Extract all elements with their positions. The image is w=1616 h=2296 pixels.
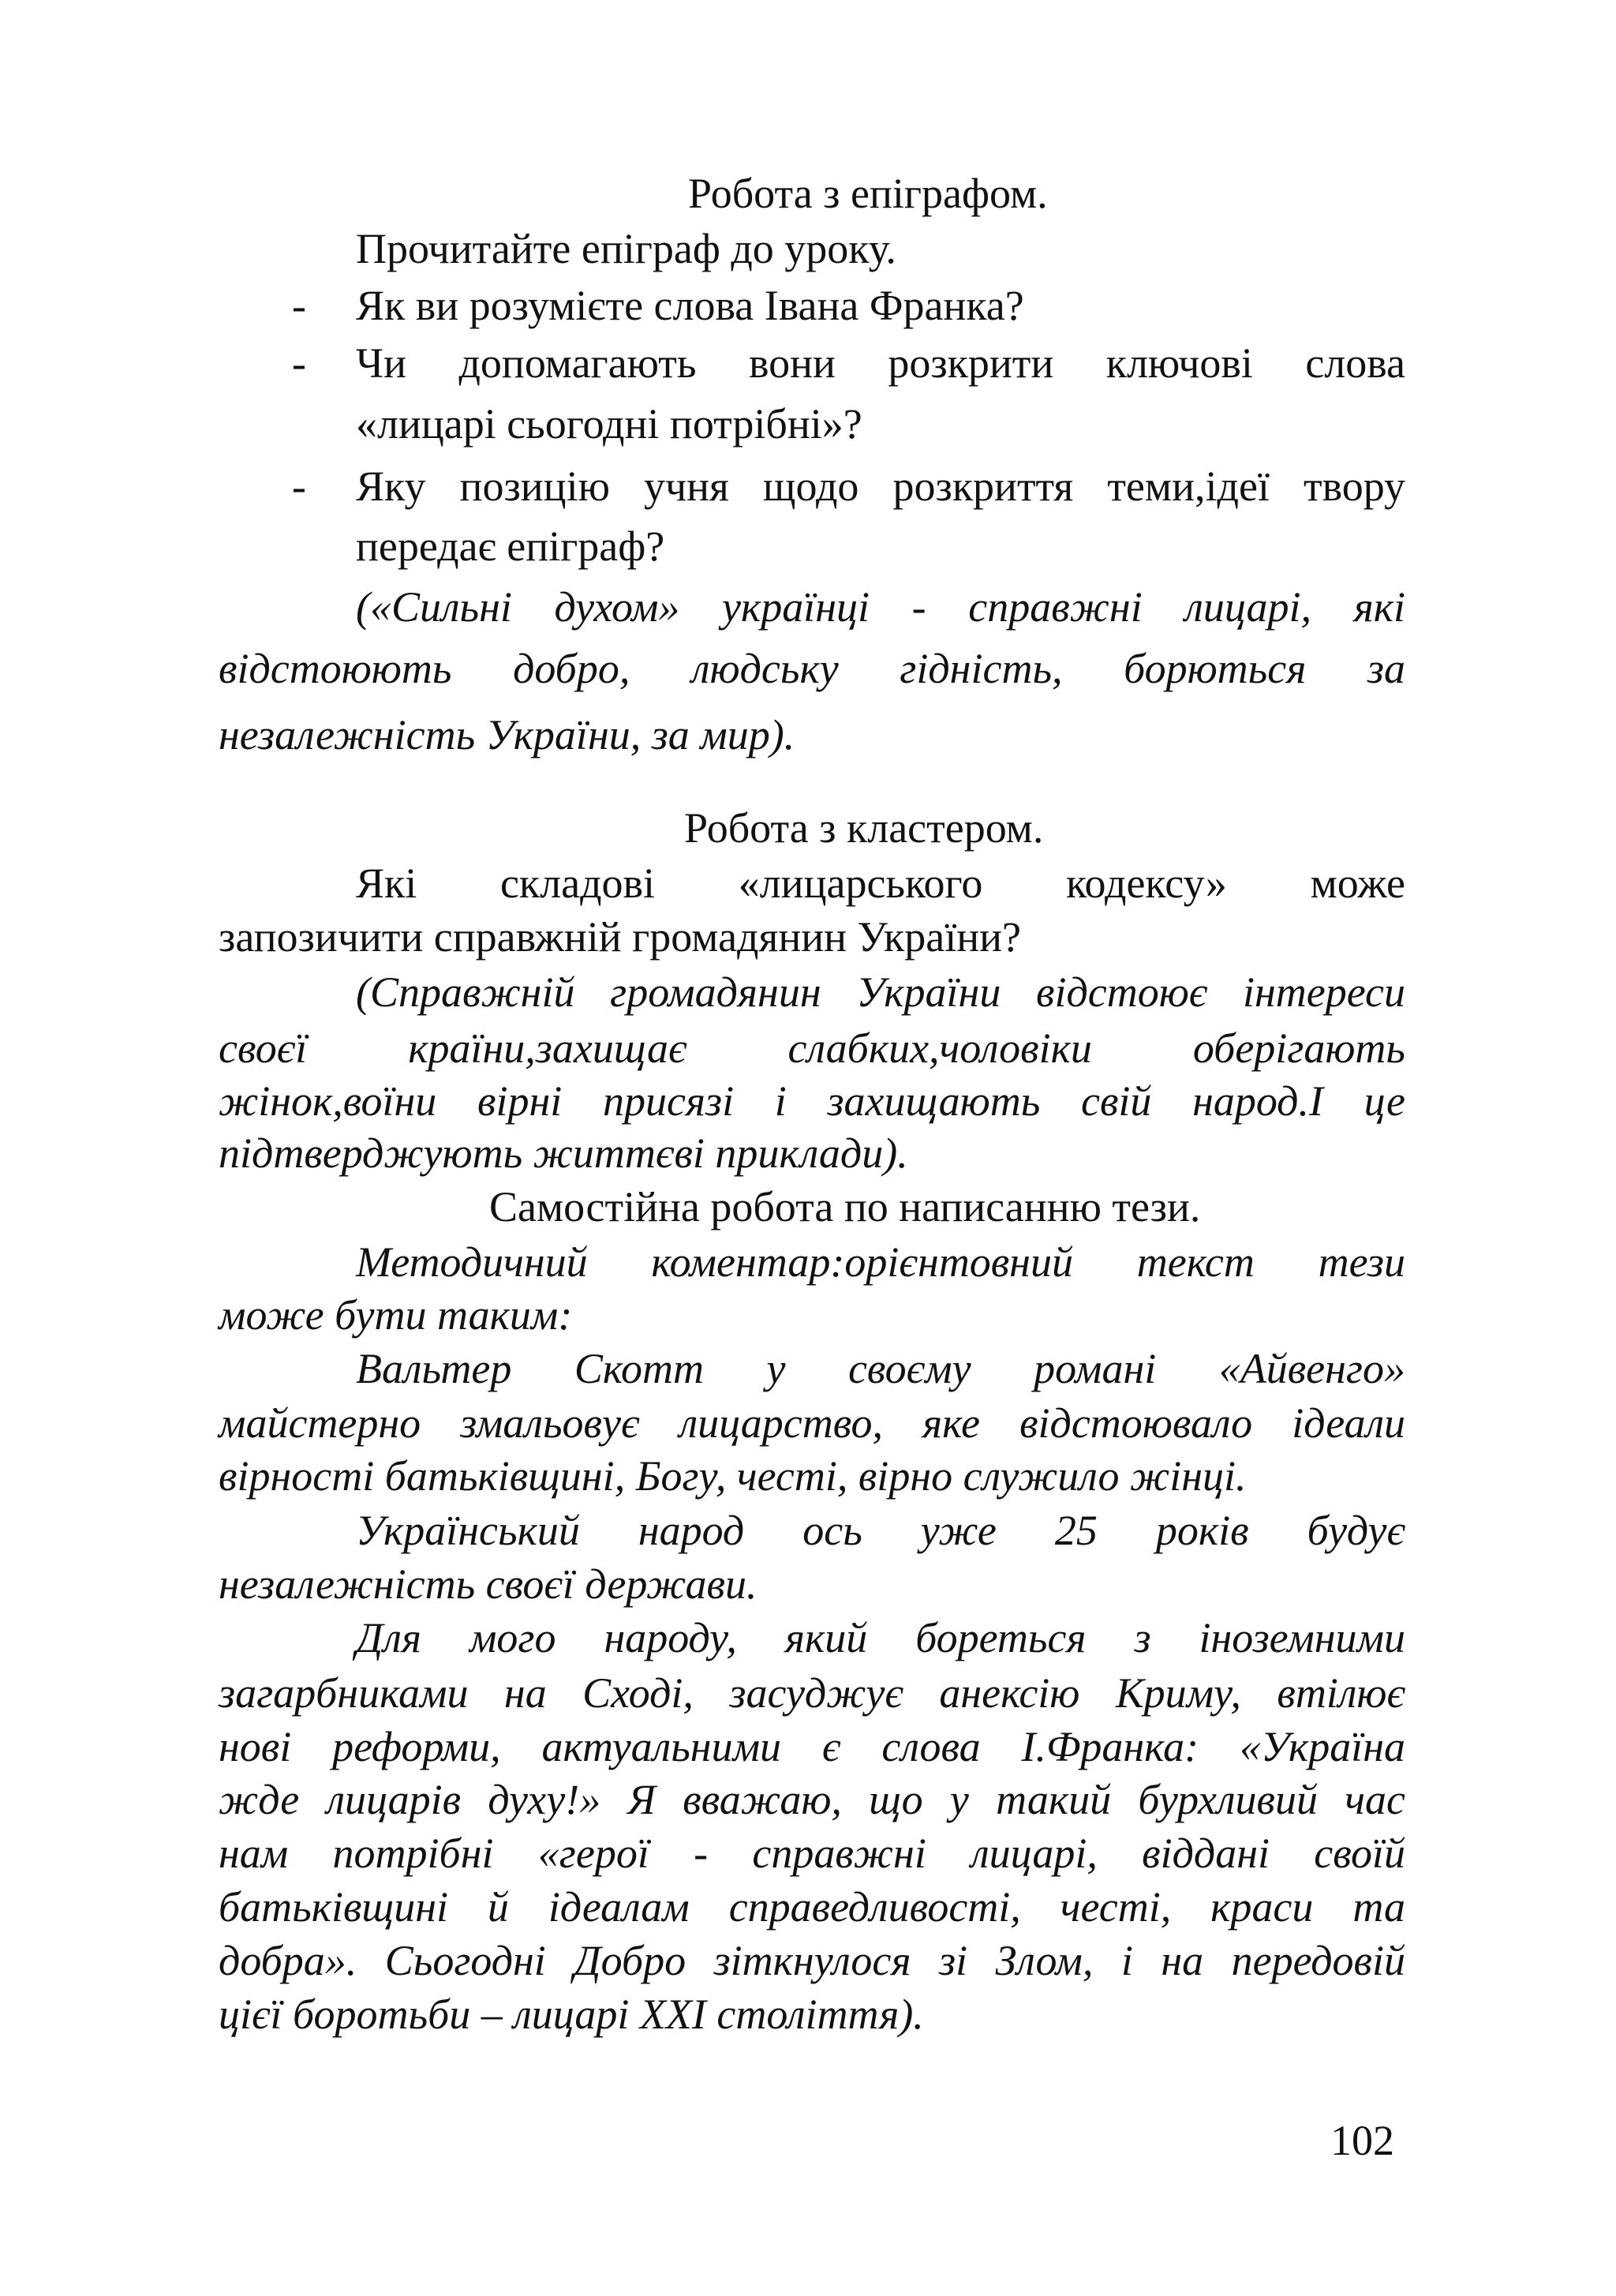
cluster-answer-line: жінок,воїни вірні присязі і захищають свій народ.І це	[219, 1077, 1405, 1125]
thesis-paragraph-line: майстерно змальовує лицарство, яке відстоювало ідеали	[219, 1399, 1405, 1447]
thesis-paragraph-line: Український народ ось уже 25 років будує	[356, 1507, 1405, 1554]
page-number: 102	[1330, 2117, 1394, 2164]
epigraph-answer-line: («Сильні духом» українці - справжні лицарі, які	[356, 583, 1405, 631]
bullet-question: Яку позицію учня щодо розкриття теми,ідеї твору	[356, 463, 1405, 510]
section-heading-epigraph: Робота з епіграфом.	[688, 170, 1048, 217]
thesis-paragraph-line: жде лицарів духу!» Я вважаю, що у такий бурхливий час	[219, 1776, 1405, 1823]
epigraph-answer-line: незалежність України, за мир).	[219, 711, 795, 758]
thesis-paragraph-line: Для мого народу, який бореться з іноземними	[356, 1614, 1405, 1661]
cluster-question-line: запозичити справжній громадянин України?	[219, 913, 1022, 961]
thesis-paragraph-line: незалежність своєї держави.	[219, 1560, 758, 1608]
epigraph-answer-line: відстоюють добро, людську гідність, борються за	[219, 645, 1405, 692]
bullet-marker: -	[292, 282, 306, 329]
thesis-paragraph-line: батьківщині й ідеалам справедливості, честі, краси та	[219, 1883, 1405, 1931]
bullet-question: Чи допомагають вони розкрити ключові слова	[356, 339, 1405, 387]
cluster-answer-line: своєї країни,захищає слабких,чоловіки оберігають	[219, 1024, 1405, 1072]
thesis-paragraph-line: нові реформи, актуальними є слова І.Франка: «Україна	[219, 1723, 1405, 1770]
section-heading-cluster: Робота з кластером.	[684, 804, 1044, 852]
thesis-paragraph-line: нам потрібні «герої - справжні лицарі, віддані своїй	[219, 1830, 1405, 1877]
bullet-question-continuation: «лицарі сьогодні потрібні»?	[356, 400, 862, 448]
cluster-answer-line: (Справжній громадянин України відстоює інтереси	[356, 968, 1405, 1016]
thesis-paragraph-line: Вальтер Скотт у своєму романі «Айвенго»	[356, 1345, 1405, 1392]
thesis-paragraph-line: добра». Сьогодні Добро зіткнулося зі Злом, і на передовій	[219, 1937, 1405, 1984]
bullet-marker: -	[292, 339, 306, 387]
method-comment-line: може бути таким:	[219, 1291, 573, 1339]
cluster-answer-line: підтверджують життєві приклади).	[219, 1129, 908, 1177]
cluster-question-line: Які складові «лицарського кодексу» може	[356, 860, 1405, 907]
thesis-paragraph-line: вірності батьківщині, Богу, честі, вірно служило жінці.	[219, 1452, 1247, 1500]
bullet-question-continuation: передає епіграф?	[356, 522, 665, 570]
instruction-text: Прочитайте епіграф до уроку.	[356, 225, 896, 272]
section-heading-thesis: Самостійна робота по написанню тези.	[489, 1183, 1201, 1230]
bullet-marker: -	[292, 463, 306, 510]
thesis-paragraph-line: загарбниками на Сході, засуджує анексію Криму, втілює	[219, 1669, 1405, 1717]
method-comment-line: Методичний коментар:орієнтовний текст тези	[356, 1238, 1405, 1286]
thesis-paragraph-line: цієї боротьби – лицарі XXI століття).	[219, 1991, 924, 2038]
bullet-question: Як ви розумієте слова Івана Франка?	[356, 282, 1024, 329]
